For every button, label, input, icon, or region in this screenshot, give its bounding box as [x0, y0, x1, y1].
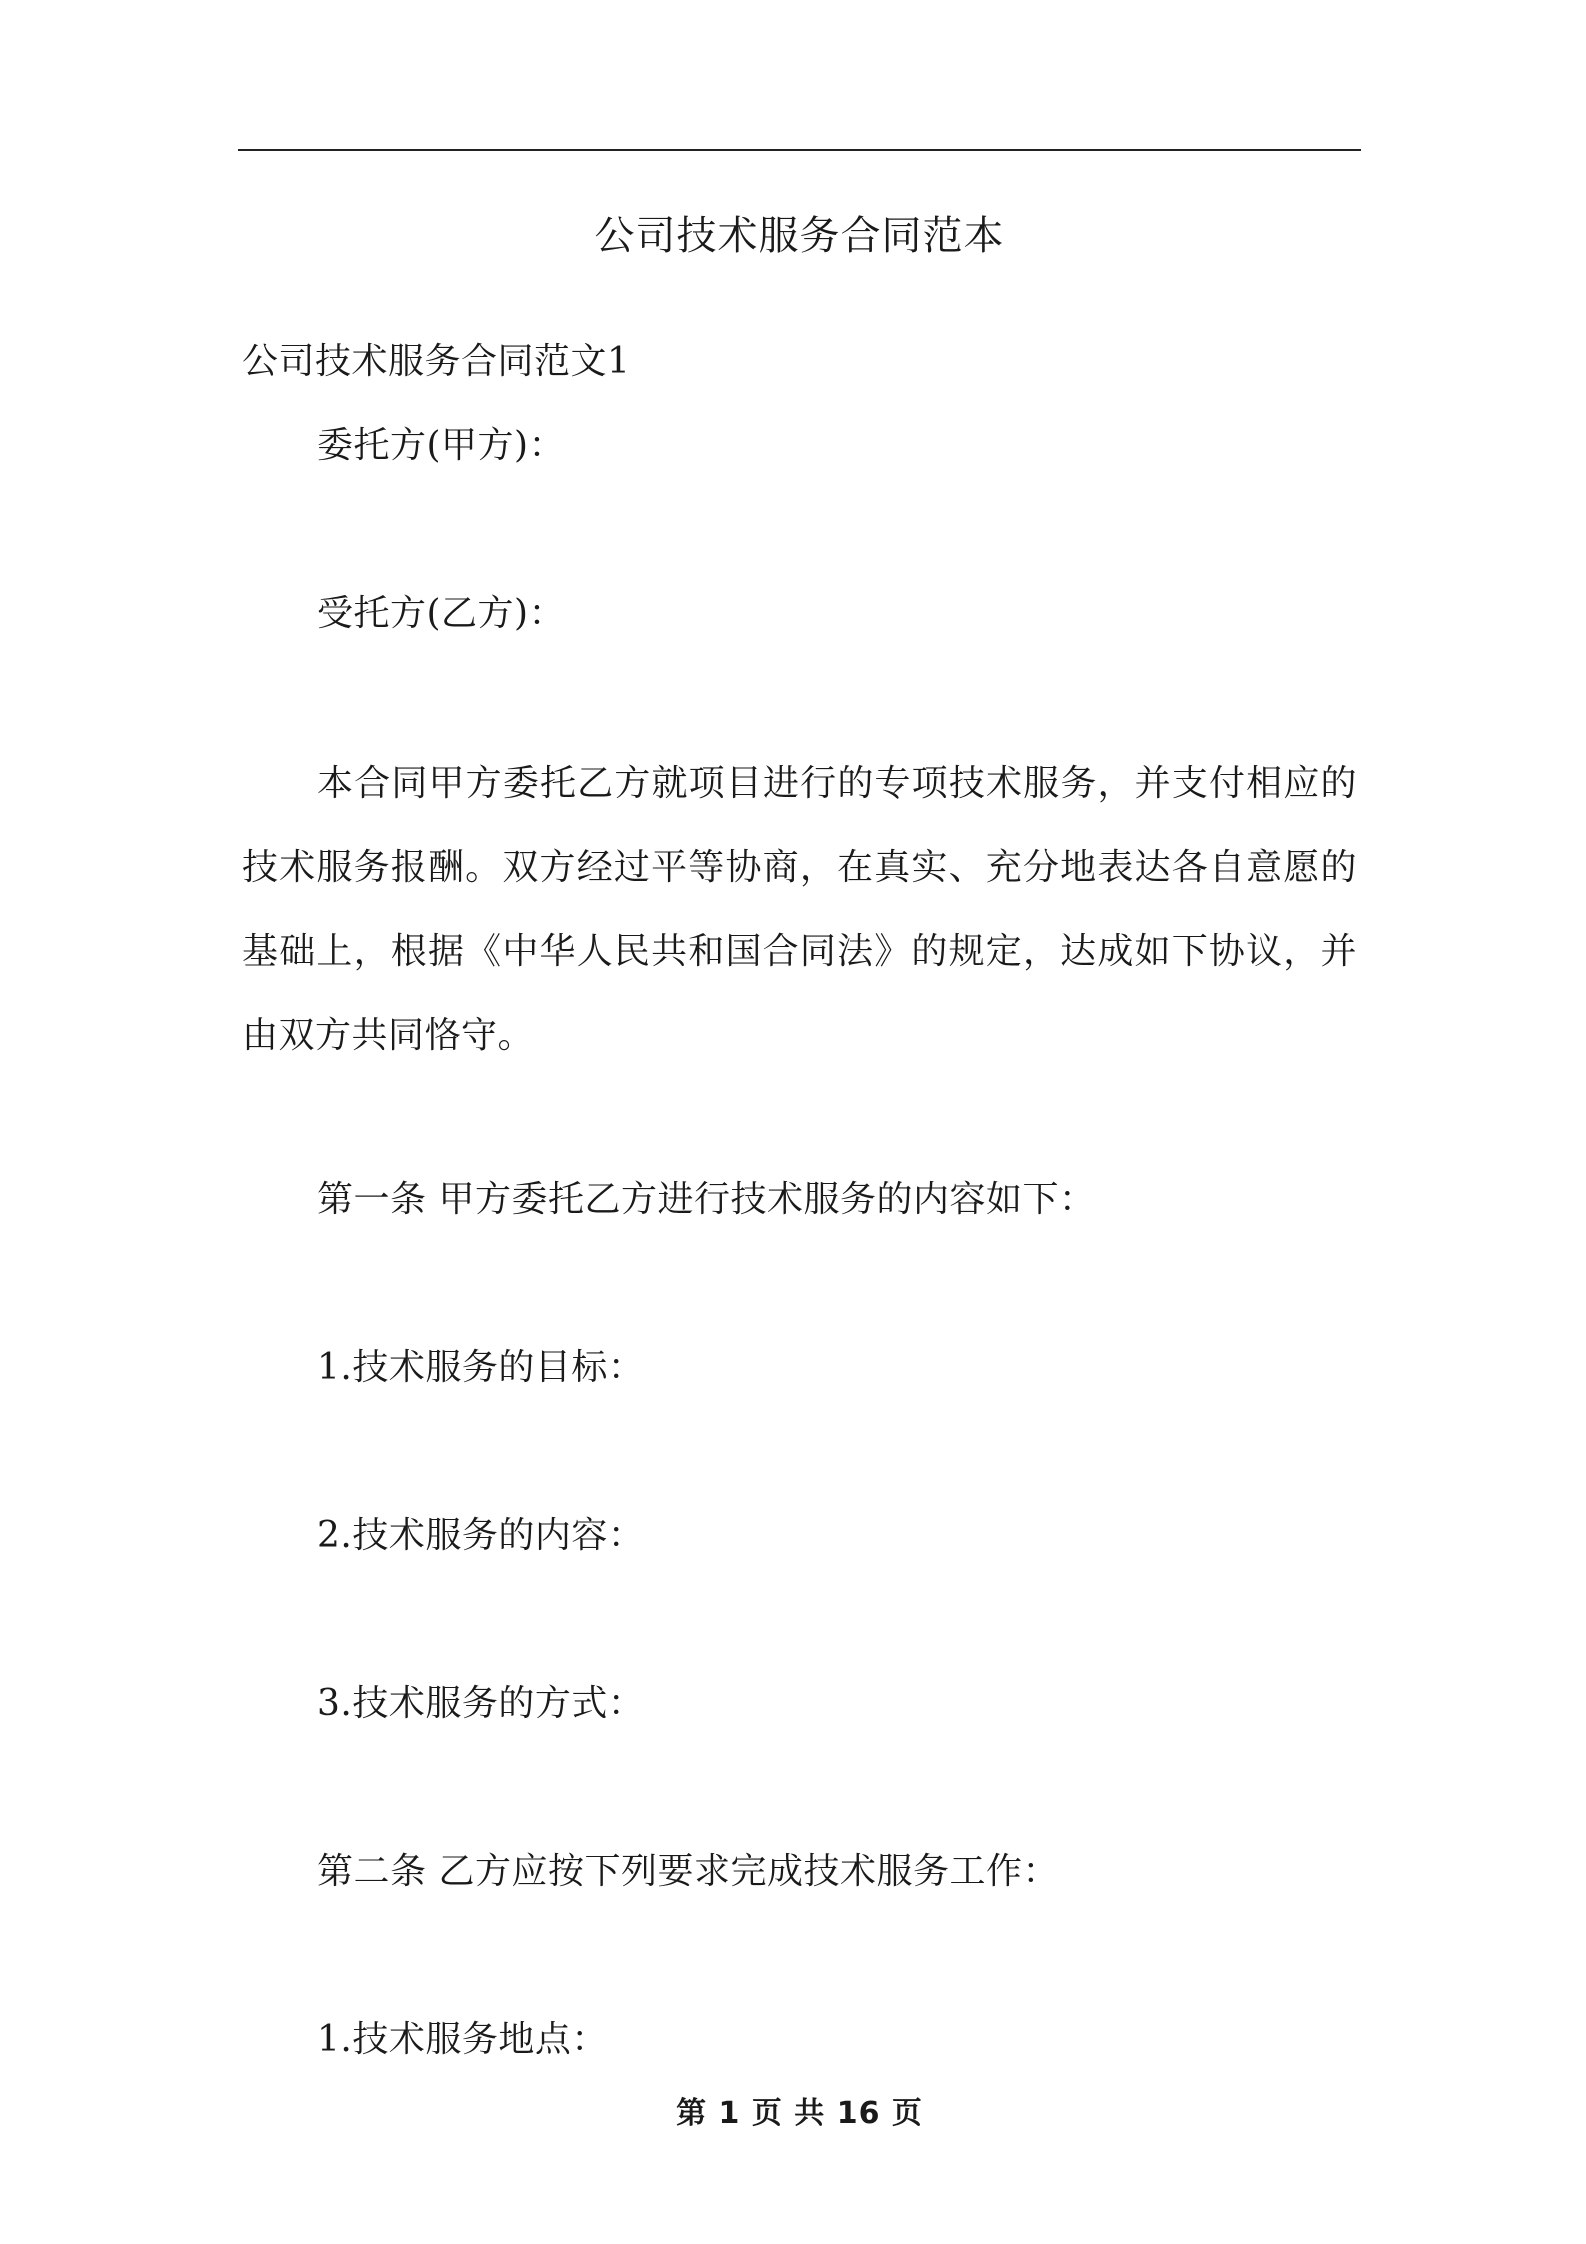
article-1-item: 3.技术服务的方式：: [317, 1683, 645, 1724]
document-subtitle: 公司技术服务合同范文1: [242, 341, 631, 382]
header-rule: [238, 149, 1361, 151]
party-b-label: 受托方(乙方)：: [317, 593, 566, 634]
page-number: 第 1 页 共 16 页: [676, 2096, 923, 2131]
article-1-heading: 第一条 甲方委托乙方进行技术服务的内容如下：: [317, 1179, 1096, 1220]
article-1-item: 1.技术服务的目标：: [317, 1347, 645, 1388]
intro-paragraph: 本合同甲方委托乙方就项目进行的专项技术服务，并支付相应的技术服务报酬。双方经过平等协商，在真实、充分地表达各自意愿的基础上，根据《中华人民共和国合同法》的规定，达成如下协议，并由双方共同恪守。: [242, 763, 1357, 1056]
article-2-item: 1.技术服务地点：: [317, 2019, 608, 2060]
article-2-heading: 第二条 乙方应按下列要求完成技术服务工作：: [317, 1851, 1059, 1892]
document-title: 公司技术服务合同范本: [594, 213, 1005, 259]
party-a-label: 委托方(甲方)：: [317, 425, 566, 466]
article-1-item: 2.技术服务的内容：: [317, 1515, 645, 1556]
